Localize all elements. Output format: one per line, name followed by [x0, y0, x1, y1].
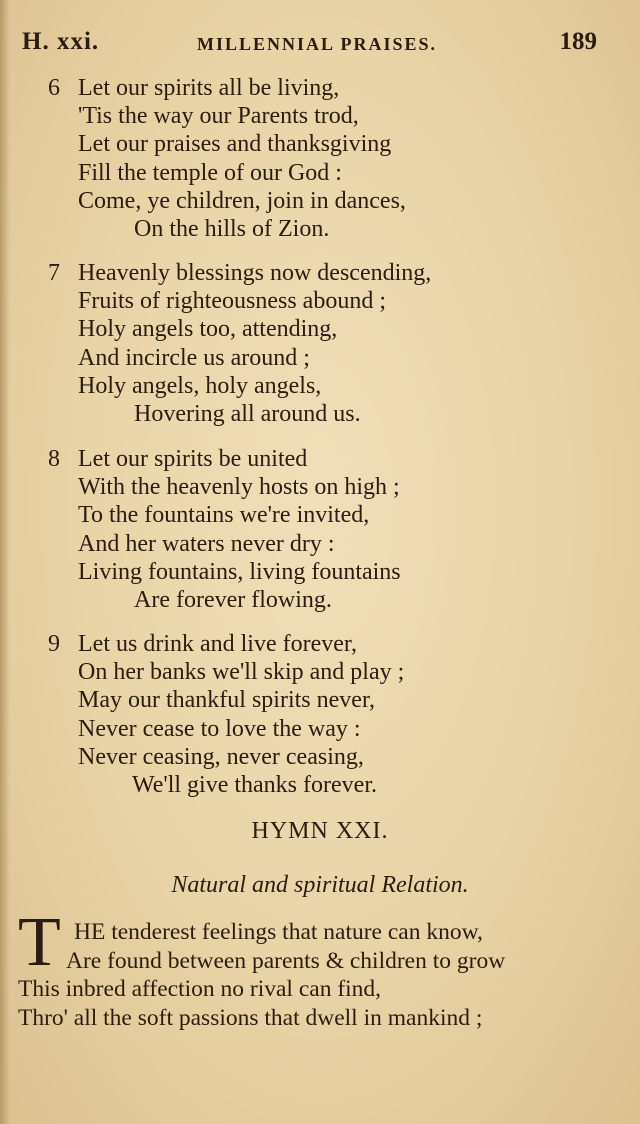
verse-9 — [48, 630, 404, 799]
verse-line: 7 Heavenly blessings now descending, — [48, 260, 432, 286]
hymn-reference: H. xxi. — [22, 28, 100, 55]
verse-line: Let our praises and thanksgiving — [78, 131, 392, 158]
page-number: 189 — [559, 28, 597, 55]
verse-line: And incircle us around ; — [78, 344, 310, 371]
verse-line: This inbred affection no rival can find, — [18, 976, 382, 1003]
verse-line: 'Tis the way our Parents trod, — [78, 103, 359, 130]
verse-line: Holy angels, holy angels, — [78, 372, 322, 399]
running-header — [22, 28, 597, 60]
hymn-title: HYMN XXI. — [251, 818, 389, 844]
hymn-first-verse — [18, 918, 505, 1032]
verse-line: We'll give thanks forever. — [132, 771, 377, 798]
verse-line: Never ceasing, never ceasing, — [78, 743, 364, 770]
verse-line: And her waters never dry : — [78, 530, 335, 557]
verse-line: Fill the temple of our God : — [78, 159, 342, 186]
verse-line: Thro' all the soft passions that dwell in mankind ; — [18, 1004, 483, 1031]
verse-line: 9 Let us drink and live forever, — [48, 631, 357, 657]
verse-7 — [48, 259, 431, 428]
verse-line: Holy angels too, attending, — [78, 316, 338, 343]
verse-line: 6 Let our spirits all be living, — [48, 75, 340, 101]
verse-line: Never cease to love the way : — [78, 715, 361, 742]
verse-line: Are found between parents & children to grow — [66, 947, 506, 974]
verse-line: On the hills of Zion. — [134, 215, 330, 242]
verse-line: Come, ye children, join in dances, — [78, 187, 406, 214]
verse-line: 8 Let our spirits be united — [48, 446, 308, 472]
book-title: MILLENNIAL PRAISES. — [197, 34, 438, 54]
verse-line: With the heavenly hosts on high ; — [78, 474, 400, 501]
verse-line: Living fountains, living fountains — [78, 558, 401, 585]
verse-number: 8 — [48, 446, 60, 472]
verse-line: To the fountains we're invited, — [78, 502, 370, 529]
verse-line: May our thankful spirits never, — [78, 687, 375, 714]
verse-6 — [48, 74, 406, 243]
verse-8 — [48, 445, 401, 614]
verse-number: 7 — [48, 260, 60, 286]
verse-number: 9 — [48, 631, 60, 657]
verse-line: Fruits of righteousness abound ; — [78, 288, 386, 315]
page-edge-shadow — [0, 0, 10, 1124]
hymn-subtitle: Natural and spiritual Relation. — [171, 872, 469, 898]
verse-line: On her banks we'll skip and play ; — [78, 659, 405, 686]
verse-number: 6 — [48, 75, 60, 101]
verse-line: HE tenderest feelings that nature can know, — [74, 919, 483, 945]
verse-line: Hovering all around us. — [134, 400, 361, 427]
drop-cap: T — [18, 904, 61, 981]
verse-line: Are forever flowing. — [134, 586, 332, 613]
